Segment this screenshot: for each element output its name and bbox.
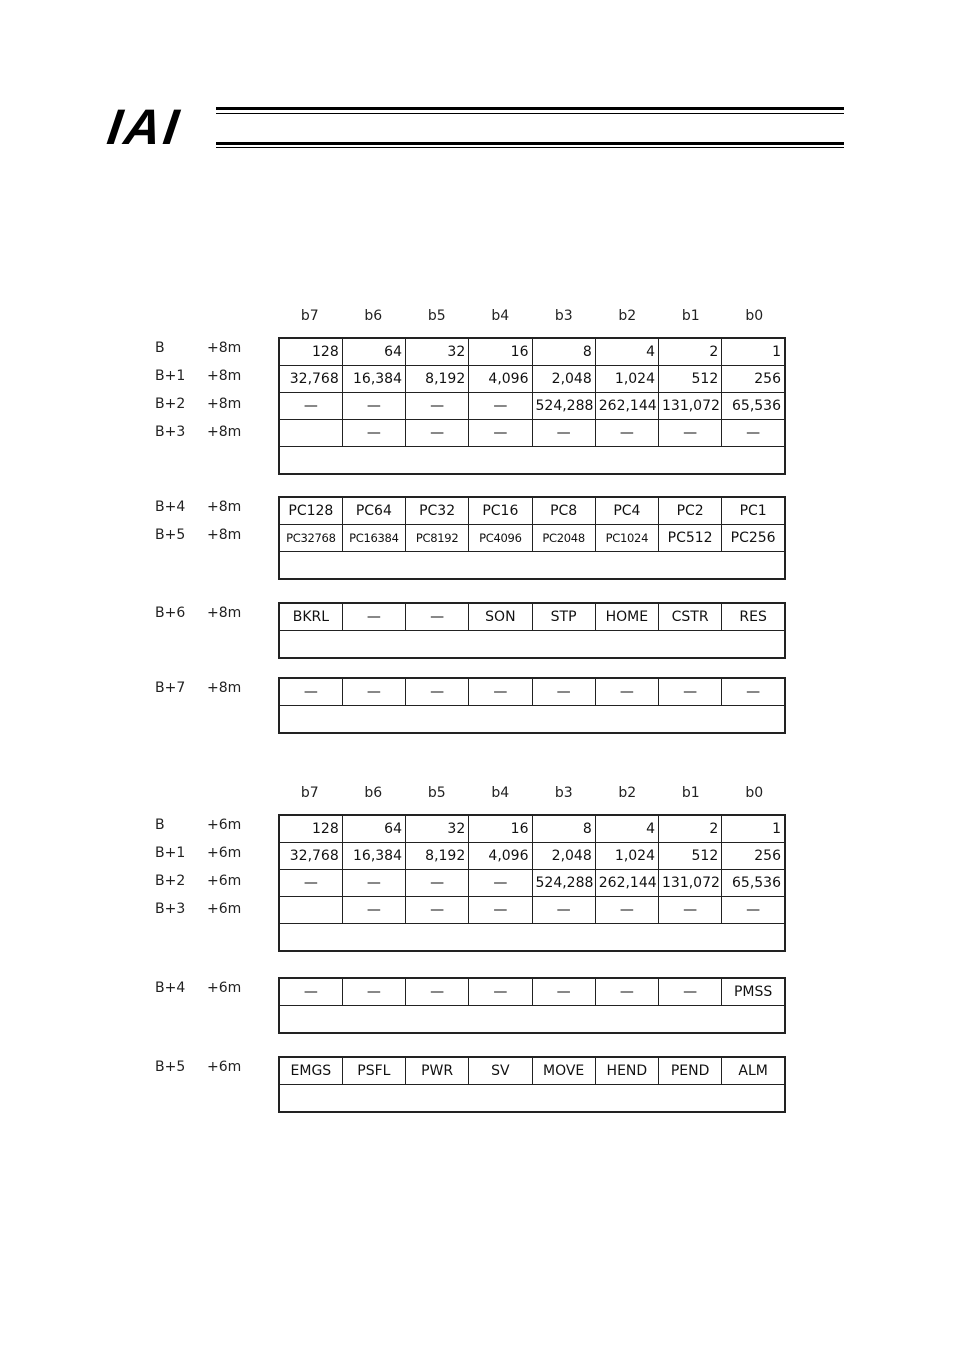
- table-row: [279, 843, 785, 870]
- table-cell: PC32768: [279, 525, 342, 552]
- table-cell: 4,096: [469, 366, 532, 393]
- table-cell: —: [659, 978, 722, 1006]
- bit-label: b0: [745, 308, 764, 324]
- bit-header: [278, 785, 786, 805]
- table-cell: PEND: [659, 1057, 722, 1085]
- table-cell: —: [722, 897, 785, 924]
- table-cell: PC4: [595, 497, 658, 525]
- table-cell: 1: [722, 338, 785, 366]
- row-label: B+3 +8m: [155, 424, 242, 440]
- table-cell: 32,768: [279, 843, 342, 870]
- table-cell: —: [469, 870, 532, 897]
- table-cell: —: [342, 393, 405, 420]
- table-cell: 32: [406, 815, 469, 843]
- table-cell: —: [406, 420, 469, 447]
- table-cell: —: [595, 678, 658, 706]
- table-cell: 32: [406, 338, 469, 366]
- table-cell: —: [595, 978, 658, 1006]
- row-label: B+2 +8m: [155, 396, 242, 412]
- row-label: B +6m: [155, 817, 242, 833]
- table-row: [279, 1006, 785, 1034]
- page-header: [104, 99, 844, 155]
- current-position-table: [278, 814, 786, 952]
- register-map-8m: [155, 308, 795, 738]
- table-cell: PMSS: [722, 978, 785, 1006]
- table-cell: PC256: [722, 525, 785, 552]
- table-cell: [279, 897, 342, 924]
- table-cell: PWR: [406, 1057, 469, 1085]
- table-cell: 262,144: [595, 393, 658, 420]
- table-cell: 131,072: [659, 870, 722, 897]
- bit-label: b5: [427, 785, 446, 801]
- table-cell: 64: [342, 338, 405, 366]
- table-cell: —: [722, 678, 785, 706]
- table-cell: 4: [595, 815, 658, 843]
- table-row: [279, 870, 785, 897]
- table-cell: 128: [279, 815, 342, 843]
- table-cell: [279, 447, 785, 475]
- row-label: B+6 +8m: [155, 605, 242, 621]
- table-row: [279, 603, 785, 631]
- bit-label: b0: [745, 785, 764, 801]
- table-cell: 131,072: [659, 393, 722, 420]
- table-cell: RES: [722, 603, 785, 631]
- table-cell: PC512: [659, 525, 722, 552]
- table-cell: SV: [469, 1057, 532, 1085]
- table-cell: —: [406, 393, 469, 420]
- table-cell: 512: [659, 366, 722, 393]
- table-cell: —: [406, 978, 469, 1006]
- position-command-table: [278, 496, 786, 580]
- register-map-6m: [155, 785, 795, 1120]
- table-cell: —: [279, 678, 342, 706]
- bit-label: b1: [681, 785, 700, 801]
- table-cell: —: [659, 897, 722, 924]
- position-table: [278, 337, 786, 475]
- bit-label: b1: [681, 308, 700, 324]
- table-cell: PC8: [532, 497, 595, 525]
- table-cell: —: [279, 393, 342, 420]
- table-cell: —: [595, 897, 658, 924]
- table-cell: —: [469, 678, 532, 706]
- table-cell: 8,192: [406, 843, 469, 870]
- table-cell: 64: [342, 815, 405, 843]
- table-cell: MOVE: [532, 1057, 595, 1085]
- table-cell: PC16384: [342, 525, 405, 552]
- table-cell: —: [469, 393, 532, 420]
- row-label: B+1 +6m: [155, 845, 242, 861]
- bit-header: [278, 308, 786, 328]
- table-cell: —: [406, 870, 469, 897]
- table-row: [279, 1057, 785, 1085]
- table-cell: 524,288: [532, 393, 595, 420]
- table-cell: —: [342, 603, 405, 631]
- table-cell: —: [342, 897, 405, 924]
- table-cell: 256: [722, 843, 785, 870]
- table-row: [279, 706, 785, 734]
- table-cell: 262,144: [595, 870, 658, 897]
- table-cell: STP: [532, 603, 595, 631]
- table-row: [279, 393, 785, 420]
- table-cell: 8: [532, 815, 595, 843]
- table-row: [279, 525, 785, 552]
- table-row: [279, 552, 785, 580]
- table-cell: 2,048: [532, 843, 595, 870]
- table-cell: —: [532, 678, 595, 706]
- table-cell: PC16: [469, 497, 532, 525]
- table-cell: PC64: [342, 497, 405, 525]
- table-row: [279, 815, 785, 843]
- table-cell: 65,536: [722, 393, 785, 420]
- table-cell: [279, 420, 342, 447]
- table-row: [279, 924, 785, 952]
- bit-label: b7: [300, 785, 319, 801]
- table-row: [279, 447, 785, 475]
- table-cell: 2: [659, 338, 722, 366]
- table-cell: 16,384: [342, 843, 405, 870]
- table-cell: 4: [595, 338, 658, 366]
- table-cell: —: [659, 678, 722, 706]
- table-cell: 16,384: [342, 366, 405, 393]
- row-label: B+4 +6m: [155, 980, 242, 996]
- bit-label: b6: [364, 308, 383, 324]
- header-rule: [216, 107, 844, 110]
- table-cell: CSTR: [659, 603, 722, 631]
- table-cell: 32,768: [279, 366, 342, 393]
- table-cell: HOME: [595, 603, 658, 631]
- table-cell: PC1024: [595, 525, 658, 552]
- table-cell: [279, 706, 785, 734]
- table-row: [279, 338, 785, 366]
- table-row: [279, 631, 785, 659]
- table-cell: —: [279, 978, 342, 1006]
- table-row: [279, 897, 785, 924]
- table-cell: —: [469, 420, 532, 447]
- table-cell: —: [469, 978, 532, 1006]
- table-cell: 4,096: [469, 843, 532, 870]
- table-cell: —: [279, 870, 342, 897]
- row-label: B+5 +6m: [155, 1059, 242, 1075]
- row-label: B+2 +6m: [155, 873, 242, 889]
- table-cell: 8: [532, 338, 595, 366]
- table-cell: —: [532, 897, 595, 924]
- row-label: B+5 +8m: [155, 527, 242, 543]
- control-signal-table: [278, 602, 786, 659]
- table-cell: [279, 1006, 785, 1034]
- table-cell: —: [595, 420, 658, 447]
- table-row: [279, 366, 785, 393]
- bit-label: b6: [364, 785, 383, 801]
- table-cell: —: [406, 678, 469, 706]
- table-cell: PC1: [722, 497, 785, 525]
- table-cell: —: [342, 870, 405, 897]
- table-cell: [279, 1085, 785, 1113]
- bit-label: b2: [618, 308, 637, 324]
- table-row: [279, 1085, 785, 1113]
- reserved-table: [278, 677, 786, 734]
- table-cell: —: [342, 678, 405, 706]
- table-cell: —: [342, 978, 405, 1006]
- table-cell: —: [469, 897, 532, 924]
- row-label: B +8m: [155, 340, 242, 356]
- table-cell: 512: [659, 843, 722, 870]
- table-cell: —: [532, 420, 595, 447]
- table-cell: SON: [469, 603, 532, 631]
- bit-label: b7: [300, 308, 319, 324]
- table-cell: 16: [469, 815, 532, 843]
- table-cell: PC2048: [532, 525, 595, 552]
- table-cell: EMGS: [279, 1057, 342, 1085]
- header-rule: [216, 142, 844, 145]
- table-cell: 1,024: [595, 366, 658, 393]
- table-cell: 2: [659, 815, 722, 843]
- table-cell: [279, 924, 785, 952]
- table-cell: —: [659, 420, 722, 447]
- row-label: B+7 +8m: [155, 680, 242, 696]
- table-row: [279, 978, 785, 1006]
- table-cell: 2,048: [532, 366, 595, 393]
- table-cell: PC4096: [469, 525, 532, 552]
- bit-label: b3: [554, 308, 573, 324]
- bit-label: b3: [554, 785, 573, 801]
- table-row: [279, 497, 785, 525]
- header-rule: [216, 147, 844, 148]
- iai-logo: IAI: [104, 99, 185, 155]
- row-label: B+1 +8m: [155, 368, 242, 384]
- table-cell: PC32: [406, 497, 469, 525]
- table-cell: PC8192: [406, 525, 469, 552]
- table-cell: —: [532, 978, 595, 1006]
- bit-label: b2: [618, 785, 637, 801]
- table-cell: HEND: [595, 1057, 658, 1085]
- status-table-pmss: [278, 977, 786, 1034]
- table-cell: —: [722, 420, 785, 447]
- table-cell: 128: [279, 338, 342, 366]
- table-cell: [279, 552, 785, 580]
- table-cell: —: [406, 603, 469, 631]
- table-cell: 8,192: [406, 366, 469, 393]
- bit-label: b5: [427, 308, 446, 324]
- bit-label: b4: [491, 308, 510, 324]
- table-cell: 524,288: [532, 870, 595, 897]
- table-cell: BKRL: [279, 603, 342, 631]
- table-cell: PC128: [279, 497, 342, 525]
- table-cell: —: [342, 420, 405, 447]
- bit-label: b4: [491, 785, 510, 801]
- table-cell: 65,536: [722, 870, 785, 897]
- table-cell: 1: [722, 815, 785, 843]
- header-rule: [216, 113, 844, 114]
- table-cell: PSFL: [342, 1057, 405, 1085]
- table-row: [279, 678, 785, 706]
- table-cell: 256: [722, 366, 785, 393]
- table-row: [279, 420, 785, 447]
- table-cell: PC2: [659, 497, 722, 525]
- row-label: B+4 +8m: [155, 499, 242, 515]
- table-cell: ALM: [722, 1057, 785, 1085]
- row-label: B+3 +6m: [155, 901, 242, 917]
- table-cell: [279, 631, 785, 659]
- table-cell: 16: [469, 338, 532, 366]
- table-cell: 1,024: [595, 843, 658, 870]
- table-cell: —: [406, 897, 469, 924]
- status-signal-table: [278, 1056, 786, 1113]
